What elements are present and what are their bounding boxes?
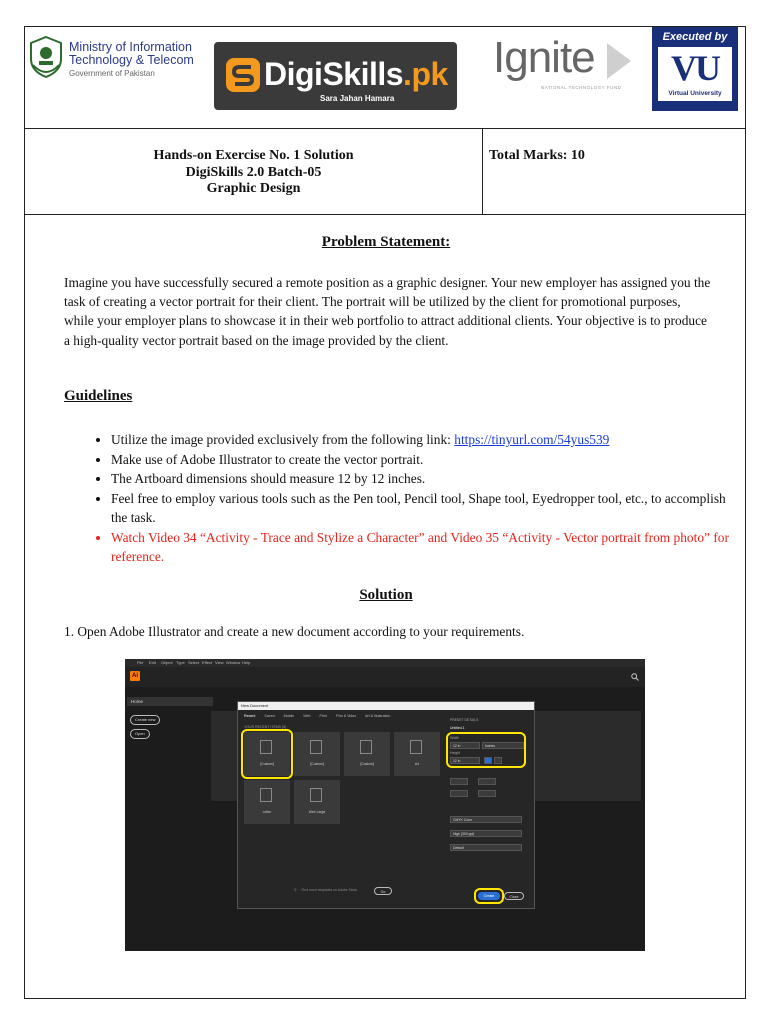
- ignite-wordmark: Ignite: [493, 33, 595, 82]
- menu-file[interactable]: File: [137, 660, 144, 665]
- preset-card[interactable]: [344, 732, 390, 776]
- menu-edit[interactable]: Edit: [149, 660, 156, 665]
- ministry-logo: [25, 35, 210, 85]
- image-link[interactable]: https://tinyurl.com/54yus539: [454, 432, 610, 447]
- tab-saved[interactable]: Saved: [264, 714, 275, 718]
- vu-emblem: [658, 47, 732, 101]
- title-line3: Graphic Design: [206, 181, 301, 196]
- tab-print[interactable]: Print: [319, 714, 327, 718]
- close-button[interactable]: Close: [504, 892, 524, 900]
- ministry-line2: Technology & Telecom: [69, 53, 194, 67]
- guideline-text: Utilize the image provided exclusively from the following link:: [111, 432, 455, 447]
- document-icon: [260, 788, 272, 802]
- preset-card[interactable]: [294, 780, 340, 824]
- preset-card-label: A4: [414, 762, 420, 766]
- ignite-arrow-icon: [607, 43, 631, 79]
- total-marks: Total Marks: 10: [489, 148, 585, 163]
- bleed-top-field[interactable]: [450, 778, 468, 785]
- raster-effects-select[interactable]: High (300 ppi): [450, 830, 522, 837]
- menu-help[interactable]: Help: [242, 660, 251, 665]
- document-icon: [410, 740, 422, 754]
- menu-view[interactable]: View: [215, 660, 224, 665]
- digiskills-tagline: Sara Jahan Hamara: [320, 94, 395, 103]
- preset-tabs: [244, 714, 398, 718]
- title-line1: Hands-on Exercise No. 1 Solution: [153, 148, 354, 163]
- search-icon: ⚲: [294, 888, 297, 892]
- preset-card-label: [Custom]: [260, 762, 274, 766]
- ignite-logo: [493, 35, 633, 95]
- create-new-button[interactable]: Create new: [130, 715, 160, 725]
- menu-object[interactable]: Object: [161, 660, 173, 665]
- preset-card-label: [Custom]: [310, 762, 324, 766]
- bleed-bottom-field[interactable]: [478, 778, 496, 785]
- bleed-left-field[interactable]: [450, 790, 468, 797]
- solution-heading: Solution: [359, 587, 413, 603]
- tab-recent[interactable]: Recent: [244, 714, 256, 718]
- title-line2: DigiSkills 2.0 Batch-05: [185, 164, 322, 180]
- menu-select[interactable]: Select: [188, 660, 200, 665]
- home-tab[interactable]: Home: [127, 697, 213, 706]
- create-button-highlight: [474, 888, 504, 904]
- executed-by-label: Executed by: [662, 31, 728, 43]
- guidelines-heading: Guidelines: [64, 388, 133, 404]
- digiskills-logo: [214, 42, 457, 110]
- problem-heading: Problem Statement:: [321, 234, 451, 250]
- illustrator-app-icon: Ai: [132, 673, 138, 679]
- document-icon: [360, 740, 372, 754]
- vu-logo: [652, 27, 738, 111]
- tab-art-illustration[interactable]: Art & Illustration: [365, 714, 391, 718]
- tab-web[interactable]: Web: [303, 714, 311, 718]
- problem-text: Imagine you have successfully secured a remote position as a graphic designer. Your new employer has assigned you the task of creating a vector portrait for their client. The portrait will be utilized by the client for promotional purposes, while your employer plans to showcase it in their web portfolio to attract additional clients. Your objective is to produce a high-quality vector portrait based on the image provided by the client.: [64, 275, 711, 348]
- solution-step-1: 1. Open Adobe Illustrator and create a new document according to your requirements.: [64, 624, 525, 639]
- preview-mode-select[interactable]: Default: [450, 844, 522, 851]
- app-menubar: [125, 659, 645, 667]
- create-button[interactable]: Create: [478, 892, 500, 900]
- digiskills-suffix: .pk: [403, 56, 448, 92]
- guideline-item: • Make use of Adobe Illustrator to create the vector portrait.: [111, 450, 741, 470]
- ignite-tagline: NATIONAL TECHNOLOGY FUND: [541, 85, 622, 90]
- size-fields-highlight: [446, 732, 526, 768]
- title-row: [25, 128, 745, 215]
- guideline-item: [111, 430, 741, 450]
- ministry-line3: Government of Pakistan: [69, 69, 155, 78]
- guideline-item: • The Artboard dimensions should measure 12 by 12 inches.: [111, 469, 741, 489]
- menu-window[interactable]: Window: [226, 660, 241, 665]
- home-sidebar: [125, 687, 215, 951]
- preset-card[interactable]: [244, 780, 290, 824]
- height-field[interactable]: 12 in: [450, 757, 480, 764]
- selected-preset-highlight: [241, 729, 293, 779]
- document-name[interactable]: Untitled-1: [450, 726, 465, 730]
- menu-type[interactable]: Type: [176, 660, 185, 665]
- vu-caption: Virtual University: [668, 90, 722, 97]
- header-logos: [25, 27, 745, 129]
- open-button[interactable]: Open: [130, 729, 150, 739]
- dialog-title: New Document: [238, 702, 534, 710]
- preset-card[interactable]: [394, 732, 440, 776]
- preset-card-label: Letter: [262, 810, 272, 814]
- document-icon: [310, 788, 322, 802]
- menu-effect[interactable]: Effect: [202, 660, 213, 665]
- illustrator-screenshot: [125, 659, 645, 951]
- bleed-right-field[interactable]: [478, 790, 496, 797]
- preset-details-panel: [448, 716, 530, 904]
- guidelines-list: [85, 430, 741, 567]
- title-divider: [482, 128, 483, 214]
- new-document-dialog: [237, 701, 535, 909]
- digiskills-s-icon: [226, 58, 260, 92]
- vu-mark: VU: [671, 48, 719, 88]
- width-field[interactable]: 12 in: [450, 742, 480, 749]
- width-label: Width: [450, 736, 459, 740]
- units-select[interactable]: Inches: [482, 742, 524, 749]
- document-page: [24, 26, 746, 999]
- guideline-item: • Feel free to employ various tools such as the Pen tool, Pencil tool, Shape tool, Eyedropper tool, etc., to accomplish the task.: [111, 489, 741, 528]
- go-button[interactable]: Go: [374, 887, 392, 895]
- preset-card-label: Web Large: [308, 810, 326, 814]
- pakistan-crest-icon: [27, 35, 65, 79]
- guideline-item-video-reference: • Watch Video 34 “Activity - Trace and Stylize a Character” and Video 35 “Activity - Vector portrait from photo” for reference.: [111, 528, 741, 567]
- search-placeholder: Find more templates on Adobe Stock: [301, 888, 358, 892]
- recent-items-label: YOUR RECENT ITEMS (6): [244, 725, 287, 729]
- digiskills-word: DigiSkills: [264, 56, 404, 92]
- color-mode-select[interactable]: CMYK Color: [450, 816, 522, 823]
- exercise-title: [25, 148, 482, 198]
- ministry-name: [69, 41, 194, 80]
- app-topbar: [125, 667, 645, 687]
- ministry-line1: Ministry of Information: [69, 40, 192, 54]
- tab-film-video[interactable]: Film & Video: [335, 714, 357, 718]
- preset-card-label: [Custom]: [360, 762, 374, 766]
- tab-mobile[interactable]: Mobile: [283, 714, 295, 718]
- preset-card[interactable]: [294, 732, 340, 776]
- document-icon: [310, 740, 322, 754]
- search-icon[interactable]: [631, 673, 639, 681]
- preset-details-label: PRESET DETAILS: [450, 718, 479, 722]
- height-label: Height: [450, 751, 460, 755]
- digiskills-wordmark: [264, 56, 448, 93]
